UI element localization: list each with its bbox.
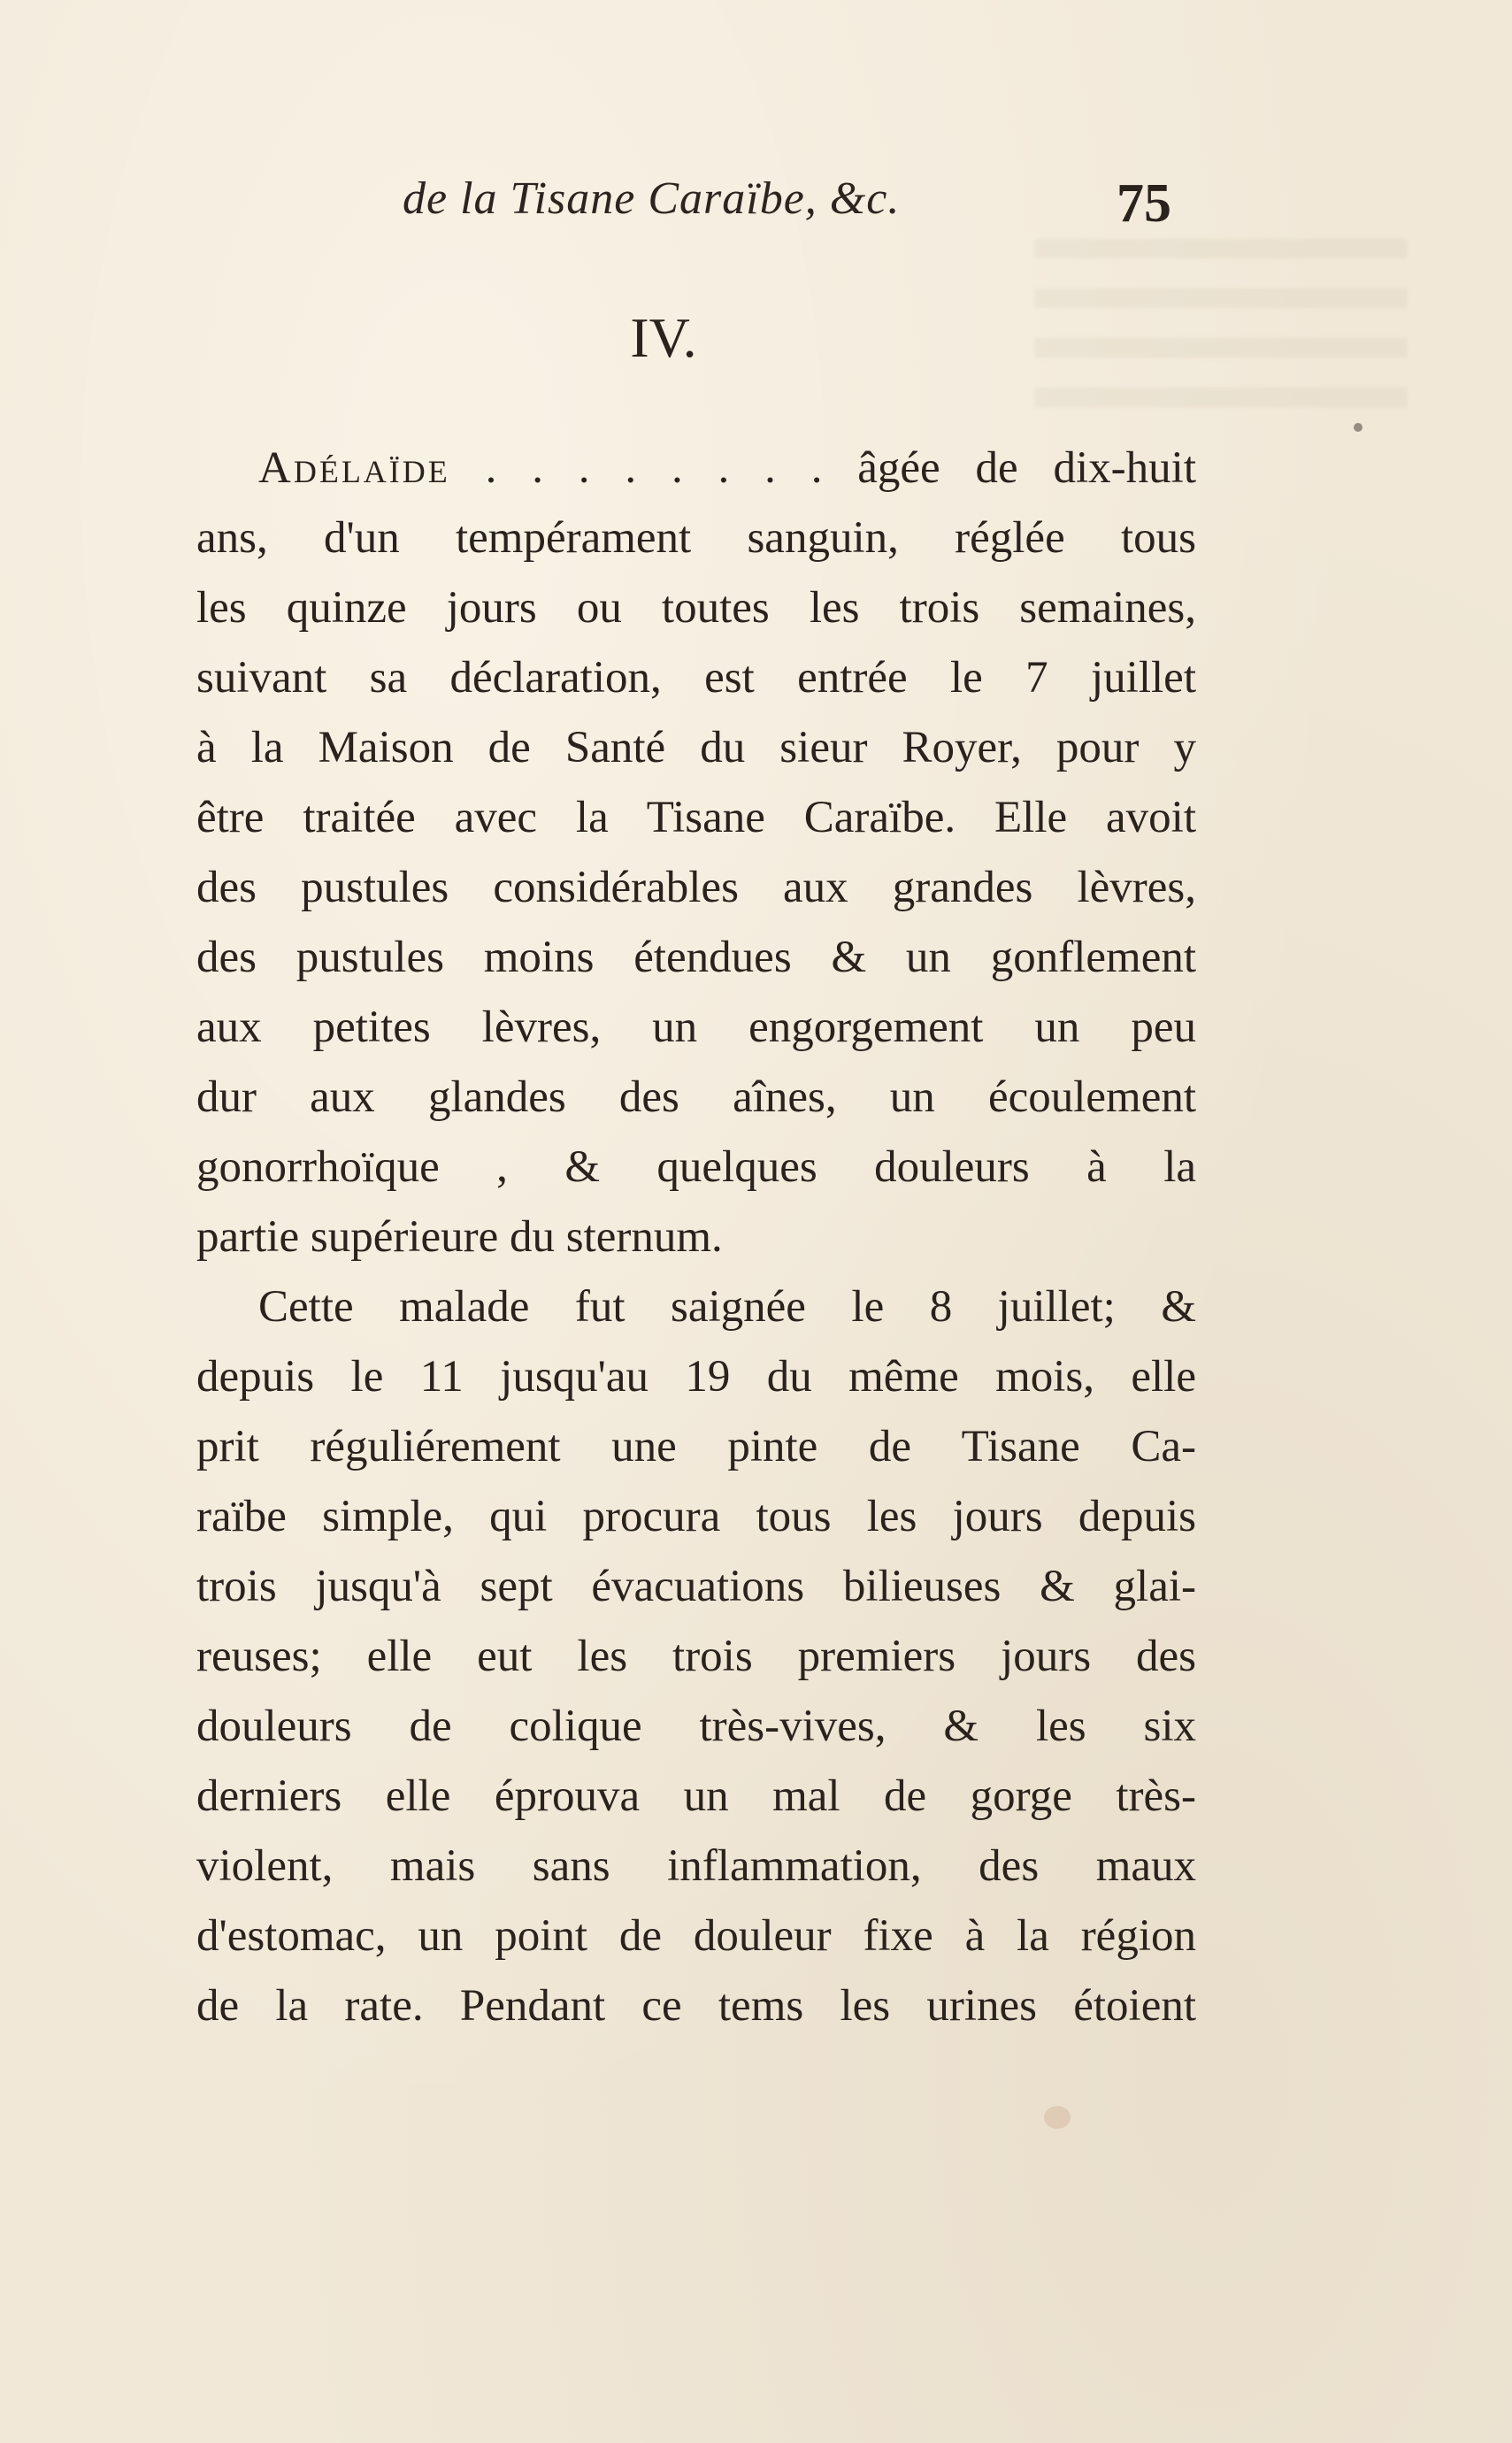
text-line: gonorrhoïque , & quelques douleurs à la bbox=[196, 1142, 1196, 1192]
lead-word: Adélaïde bbox=[258, 443, 450, 493]
text-line: les quinze jours ou toutes les trois semaines, bbox=[196, 583, 1196, 633]
text-line: douleurs de colique très-vives, & les six bbox=[196, 1702, 1196, 1751]
text-line: être traitée avec la Tisane Caraïbe. Elle avoit bbox=[196, 793, 1196, 842]
text-line: des pustules moins étendues & un gonflement bbox=[196, 933, 1196, 982]
text-line: Cette malade fut saignée le 8 juillet; & bbox=[258, 1282, 1196, 1332]
body-text bbox=[196, 434, 1196, 2041]
text-line: aux petites lèvres, un engorgement un peu bbox=[196, 1003, 1196, 1052]
page-number: 75 bbox=[1117, 173, 1171, 234]
text-line: raïbe simple, qui procura tous les jours depuis bbox=[196, 1492, 1196, 1541]
text-line: Adélaïde . . . . . . . . âgée de dix-huit bbox=[258, 443, 1196, 493]
text-line: à la Maison de Santé du sieur Royer, pour y bbox=[196, 723, 1196, 772]
text-line: suivant sa déclaration, est entrée le 7 juillet bbox=[196, 653, 1196, 703]
text-line: trois jusqu'à sept évacuations bilieuses & glai- bbox=[196, 1562, 1196, 1611]
text-line: dur aux glandes des aînes, un écoulement bbox=[196, 1072, 1196, 1122]
text-line: reuses; elle eut les trois premiers jours des bbox=[196, 1632, 1196, 1681]
running-head: de la Tisane Caraïbe, &c. bbox=[403, 173, 901, 224]
page-header bbox=[0, 173, 1512, 243]
text-line: d'estomac, un point de douleur fixe à la région bbox=[196, 1911, 1196, 1961]
text-line: violent, mais sans inflammation, des maux bbox=[196, 1841, 1196, 1891]
paper-stain bbox=[1044, 2106, 1071, 2129]
text-line: des pustules considérables aux grandes lèvres, bbox=[196, 863, 1196, 912]
text-line: ans, d'un tempérament sanguin, réglée tous bbox=[196, 513, 1196, 563]
text-line: prit réguliérement une pinte de Tisane Ca- bbox=[196, 1422, 1196, 1471]
section-numeral: IV. bbox=[630, 306, 697, 369]
paper-stain bbox=[1354, 423, 1362, 432]
text-line: depuis le 11 jusqu'au 19 du même mois, elle bbox=[196, 1352, 1196, 1402]
text-line: derniers elle éprouva un mal de gorge très- bbox=[196, 1771, 1196, 1821]
text-line: de la rate. Pendant ce tems les urines étoient bbox=[196, 1981, 1196, 2031]
text-line: partie supérieure du sternum. bbox=[196, 1212, 723, 1262]
